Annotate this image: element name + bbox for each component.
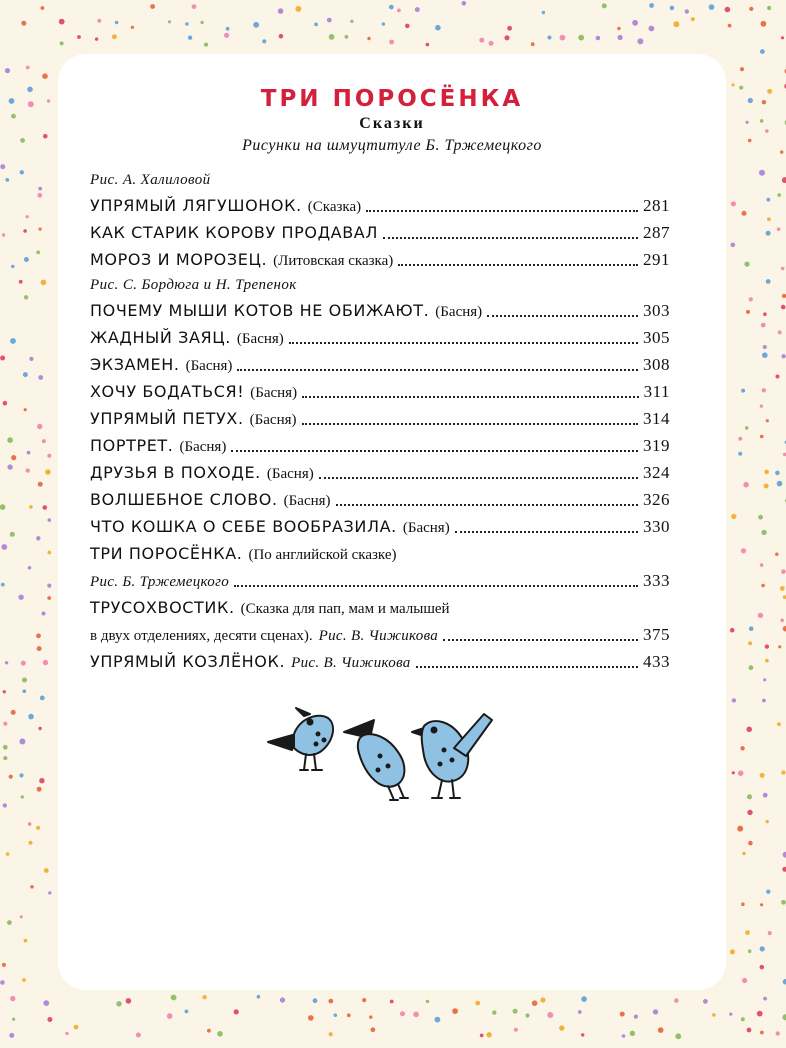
- leader-dots: [237, 369, 638, 371]
- leader-dots: [455, 531, 638, 533]
- section-illustrator: Рис. А. Халиловой: [90, 172, 211, 188]
- toc-entry[interactable]: [90, 219, 670, 246]
- entry-title: ХОЧУ БОДАТЬСЯ!: [90, 382, 245, 401]
- bird-left: [268, 708, 333, 770]
- content-panel: [58, 54, 726, 990]
- toc-entry[interactable]: [90, 192, 670, 219]
- entry-note: (Басня): [283, 493, 331, 509]
- leader-dots: [302, 396, 639, 398]
- entry-page: 330: [643, 517, 670, 536]
- entry-page: 303: [643, 301, 670, 320]
- entry-title: КАК СТАРИК КОРОВУ ПРОДАВАЛ: [90, 223, 378, 242]
- leader-dots: [234, 585, 638, 587]
- entry-title: ПОРТРЕТ.: [90, 436, 174, 455]
- toc-entry-three-pigs-credit[interactable]: [90, 567, 670, 594]
- entry-title: ПОЧЕМУ МЫШИ КОТОВ НЕ ОБИЖАЮТ.: [90, 301, 430, 320]
- entry-page: 433: [643, 652, 670, 671]
- entry-note: (Сказка): [307, 199, 362, 215]
- entry-title: ТРУСОХВОСТИК.: [90, 598, 235, 617]
- entry-page: 326: [643, 490, 670, 509]
- entry-note: (Басня): [402, 520, 450, 536]
- entry-title: МОРОЗ И МОРОЗЕЦ.: [90, 250, 268, 269]
- entry-title: ТРИ ПОРОСЁНКА.: [90, 544, 243, 563]
- leader-dots: [289, 342, 638, 344]
- entry-illustrator: Рис. В. Чижикова: [291, 655, 411, 671]
- bird-middle: [344, 720, 408, 800]
- entry-note-continued: в двух отделениях, десяти сценах).: [90, 628, 313, 644]
- entry-title: ЧТО КОШКА О СЕБЕ ВООБРАЗИЛА.: [90, 517, 397, 536]
- leader-dots: [366, 210, 638, 212]
- entry-page: 324: [643, 463, 670, 482]
- section-illustrator: Рис. С. Бордюга и Н. Трепенок: [90, 277, 297, 293]
- entry-note: (Басня): [236, 331, 284, 347]
- entry-note: (Литовская сказка): [273, 253, 394, 269]
- leader-dots: [319, 477, 638, 479]
- entry-note: (Басня): [250, 385, 298, 401]
- toc-entry[interactable]: [90, 246, 670, 273]
- entry-title: УПРЯМЫЙ ЛЯГУШОНОК.: [90, 196, 302, 215]
- toc-entry-trusokhvostik-cont[interactable]: [90, 621, 670, 648]
- entry-page: 314: [643, 409, 670, 428]
- toc-entry[interactable]: [90, 324, 670, 351]
- entry-note: (Басня): [249, 412, 297, 428]
- entry-page: 375: [643, 625, 670, 644]
- leader-dots: [231, 450, 638, 452]
- entry-title: УПРЯМЫЙ ПЕТУХ.: [90, 409, 244, 428]
- entry-title: ЖАДНЫЙ ЗАЯЦ.: [90, 328, 231, 347]
- entry-title: УПРЯМЫЙ КОЗЛЁНОК.: [90, 652, 286, 671]
- toc-entry-kozlenok[interactable]: [90, 648, 670, 675]
- toc-entry[interactable]: [90, 513, 670, 540]
- entry-title: ВОЛШЕБНОЕ СЛОВО.: [90, 490, 278, 509]
- entry-page: 308: [643, 355, 670, 374]
- entry-illustrator: Рис. В. Чижикова: [318, 628, 439, 644]
- entry-note: (Басня): [435, 304, 483, 320]
- entry-note: (Басня): [185, 358, 233, 374]
- book-subtitle: Сказки: [359, 115, 425, 132]
- entry-page: 319: [643, 436, 670, 455]
- entry-page: 311: [643, 382, 670, 401]
- entry-note: (Басня): [179, 439, 227, 455]
- toc-entry[interactable]: [90, 405, 670, 432]
- toc-entry-trusokhvostik[interactable]: [90, 594, 670, 621]
- leader-dots: [336, 504, 638, 506]
- toc-entry[interactable]: [90, 459, 670, 486]
- title-page-credit: Рисунки на шмуцтитуле Б. Тржемецкого: [242, 137, 542, 154]
- entry-note: (По английской сказке): [248, 547, 397, 563]
- toc-entry[interactable]: [90, 351, 670, 378]
- toc-entry[interactable]: [90, 486, 670, 513]
- entry-illustrator: Рис. Б. Тржемецкого: [90, 574, 230, 590]
- book-title: ТРИ ПОРОСЁНКА: [260, 86, 524, 112]
- three-birds-illustration: [248, 704, 508, 814]
- entry-page: 281: [643, 196, 670, 215]
- toc-entry[interactable]: [90, 432, 670, 459]
- entry-note: (Сказка для пап, мам и малышей: [240, 601, 450, 617]
- entry-page: 287: [643, 223, 670, 242]
- leader-dots: [443, 639, 638, 641]
- entry-page: 305: [643, 328, 670, 347]
- entry-page: 291: [643, 250, 670, 269]
- toc-entry-three-pigs[interactable]: [90, 540, 670, 567]
- entry-note: (Басня): [266, 466, 314, 482]
- table-of-contents: [90, 168, 670, 675]
- leader-dots: [302, 423, 639, 425]
- leader-dots: [487, 315, 638, 317]
- entry-title: ДРУЗЬЯ В ПОХОДЕ.: [90, 463, 261, 482]
- bird-right: [412, 714, 492, 798]
- leader-dots: [398, 264, 638, 266]
- leader-dots: [383, 237, 638, 239]
- toc-entry[interactable]: [90, 378, 670, 405]
- leader-dots: [416, 666, 638, 668]
- entry-title: ЭКЗАМЕН.: [90, 355, 180, 374]
- toc-entry[interactable]: [90, 297, 670, 324]
- entry-page: 333: [643, 571, 670, 590]
